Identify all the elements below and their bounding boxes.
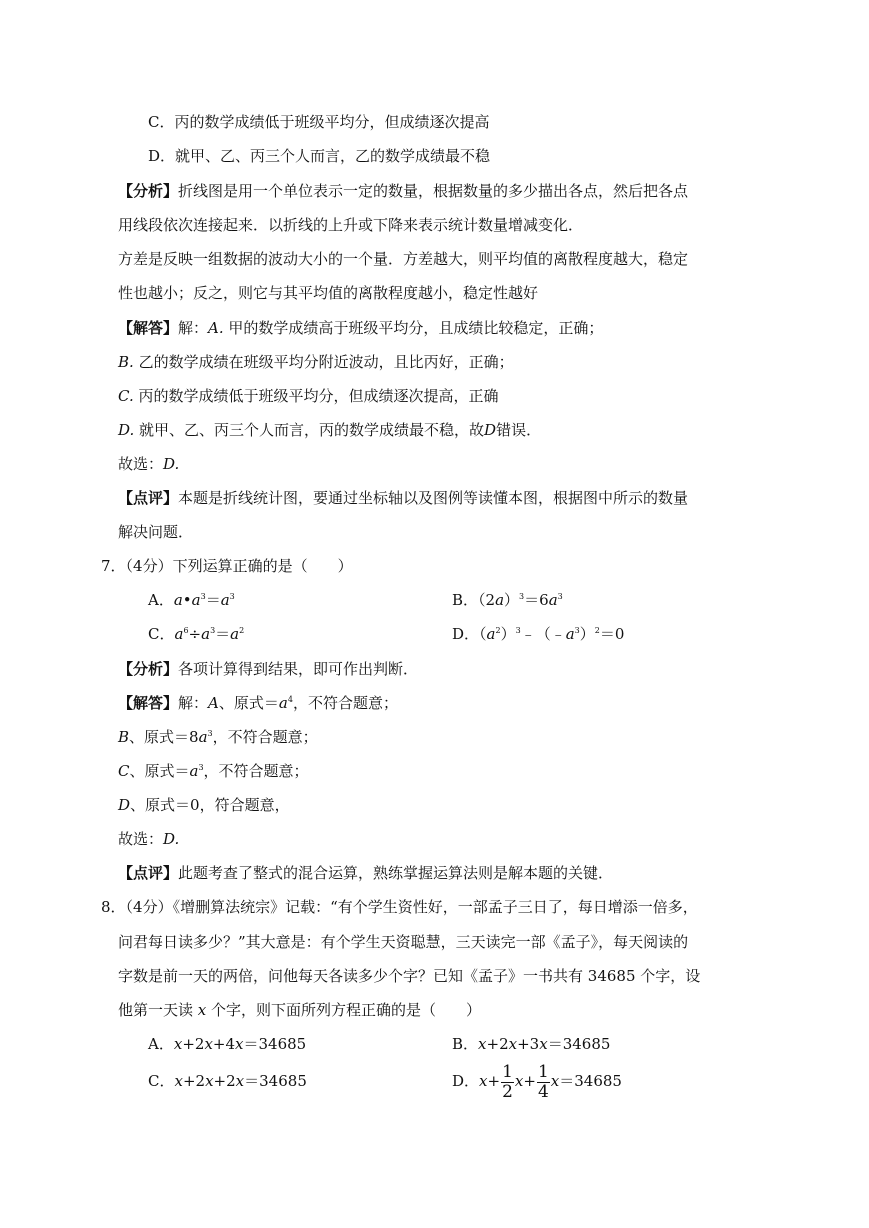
var-x: x bbox=[173, 1035, 183, 1053]
q7-comment bbox=[118, 863, 613, 883]
term: +3 bbox=[517, 1035, 540, 1053]
q8-option-b bbox=[452, 1034, 610, 1054]
equals-value: ＝34685 bbox=[547, 1035, 611, 1053]
option-label: A． bbox=[148, 591, 174, 609]
var-x: x bbox=[174, 1072, 183, 1090]
var-a: a bbox=[220, 591, 230, 609]
q6-comment-line-2: 解决问题． bbox=[118, 523, 194, 541]
q6-analysis-line-2: 用线段依次连接起来．以折线的上升或下降来表示统计数量增减变化． bbox=[118, 216, 584, 234]
q7-answer-line-1 bbox=[118, 693, 398, 713]
q8-stem-line-3: 字数是前一天的两倍，问他每天各读多少个字？已知《孟子》一书共有 34685 个字，设 bbox=[118, 967, 701, 985]
exponent: 2 bbox=[239, 626, 245, 635]
answer-text: 解： bbox=[178, 694, 209, 712]
answer-letter: C bbox=[118, 762, 130, 780]
var-a: a bbox=[486, 625, 496, 643]
q6-choice bbox=[118, 454, 179, 474]
analysis-text: 各项计算得到结果，即可作出判断． bbox=[178, 660, 419, 678]
var-a: a bbox=[174, 625, 184, 643]
fraction-denominator: 4 bbox=[537, 1081, 549, 1102]
exponent: 3 bbox=[207, 729, 213, 738]
answer-letter: B. bbox=[118, 353, 134, 371]
fraction-one-quarter bbox=[537, 1063, 550, 1102]
var-a: a bbox=[565, 625, 575, 643]
option-label: B． bbox=[452, 1035, 479, 1053]
answer-text: 、原式＝ bbox=[218, 694, 279, 712]
answer-text: 、原式＝8 bbox=[129, 728, 199, 746]
answer-letter: D. bbox=[118, 421, 135, 439]
analysis-text: 折线图是用一个单位表示一定的数量，根据数量的多少描出各点，然后把各点 bbox=[178, 182, 689, 200]
var-x: x bbox=[508, 1035, 518, 1053]
var-a: a bbox=[191, 591, 201, 609]
q8-option-c bbox=[148, 1071, 307, 1091]
q8-stem-line-2: 问君每日读多少？”其大意是：有个学生天资聪慧，三天读完一部《孟子》，每天阅读的 bbox=[118, 933, 689, 951]
option-label: D．（ bbox=[452, 625, 487, 643]
equals-value: ＝34685 bbox=[243, 1035, 307, 1053]
answer-tag: 【解答】 bbox=[118, 319, 179, 337]
q7-stem: 7．（4分）下列运算正确的是（ ） bbox=[101, 557, 353, 575]
q8-option-d bbox=[452, 1060, 622, 1102]
var-a: a bbox=[201, 625, 211, 643]
var-x: x bbox=[235, 1035, 244, 1053]
q7-choice bbox=[118, 829, 179, 849]
option-label: C． bbox=[148, 1072, 175, 1090]
choice-label: 故选： bbox=[118, 830, 164, 848]
answer-text: 、原式＝ bbox=[129, 762, 190, 780]
q7-option-c bbox=[148, 624, 244, 644]
option-label: A． bbox=[148, 1035, 174, 1053]
analysis-tag: 【分析】 bbox=[118, 182, 179, 200]
q7-answer-line-3 bbox=[118, 761, 309, 781]
choice-label: 故选： bbox=[118, 455, 164, 473]
term: +4 bbox=[212, 1035, 236, 1053]
q6-answer-line-4 bbox=[118, 420, 541, 440]
answer-text: 错误． bbox=[496, 421, 542, 439]
stem-text: 个字，则下面所列方程正确的是（ ） bbox=[206, 1001, 482, 1019]
plus-operator: + bbox=[523, 1072, 536, 1090]
answer-letter: D bbox=[484, 421, 497, 439]
answer-text: 就甲、乙、丙三个人而言，丙的数学成绩最不稳，故 bbox=[134, 421, 485, 439]
equals: ＝ bbox=[205, 591, 221, 609]
equals: ＝0 bbox=[599, 625, 625, 643]
q7-option-b bbox=[452, 590, 563, 610]
plus-operator: + bbox=[487, 1072, 501, 1090]
exponent: 3 bbox=[519, 592, 525, 601]
var-x: x bbox=[479, 1072, 488, 1090]
q7-option-d bbox=[452, 624, 624, 644]
term: +2 bbox=[213, 1072, 236, 1090]
answer-letter: B bbox=[118, 728, 130, 746]
minus-operator: ﹣（﹣ bbox=[520, 625, 566, 643]
exponent: 3 bbox=[229, 592, 235, 601]
var-x: x bbox=[204, 1035, 213, 1053]
answer-text: ，不符合题意； bbox=[212, 728, 318, 746]
option-label: C． bbox=[148, 625, 175, 643]
q6-option-c: C．丙的数学成绩低于班级平均分，但成绩逐次提高 bbox=[148, 113, 490, 131]
exponent: 3 bbox=[557, 592, 563, 601]
var-x: x bbox=[478, 1035, 487, 1053]
q6-option-d: D．就甲、乙、丙三个人而言，乙的数学成绩最不稳 bbox=[148, 147, 491, 165]
option-label: B．（2 bbox=[452, 591, 496, 609]
comment-tag: 【点评】 bbox=[118, 489, 179, 507]
analysis-tag: 【分析】 bbox=[118, 660, 179, 678]
var-a: a bbox=[189, 762, 199, 780]
paren: ） bbox=[504, 591, 520, 609]
equals-value: ＝34685 bbox=[559, 1072, 622, 1090]
q6-analysis-line-3: 方差是反映一组数据的波动大小的一个量．方差越大，则平均值的离散程度越大，稳定 bbox=[118, 250, 689, 268]
fraction-numerator: 1 bbox=[502, 1061, 513, 1082]
exponent: 3 bbox=[210, 626, 216, 635]
choice-letter: D. bbox=[163, 830, 180, 848]
exponent: 6 bbox=[183, 626, 189, 635]
answer-letter: A bbox=[208, 694, 219, 712]
answer-tag: 【解答】 bbox=[118, 694, 179, 712]
answer-letter: C. bbox=[118, 387, 134, 405]
answer-text: 甲的数学成绩高于班级平均分，且成绩比较稳定，正确； bbox=[223, 319, 604, 337]
answer-text: 丙的数学成绩低于班级平均分，但成绩逐次提高，正确 bbox=[133, 387, 499, 405]
var-a: a bbox=[198, 728, 208, 746]
q8-option-a bbox=[148, 1034, 306, 1054]
exponent: 3 bbox=[574, 626, 580, 635]
paren: ） bbox=[579, 625, 595, 643]
var-a: a bbox=[548, 591, 558, 609]
q6-analysis-line-4: 性也越小；反之，则它与其平均值的离散程度越小，稳定性越好 bbox=[118, 284, 539, 302]
var-x: x bbox=[205, 1072, 214, 1090]
q6-answer-line-2 bbox=[118, 352, 514, 372]
comment-text: 此题考查了整式的混合运算，熟练掌握运算法则是解本题的关键． bbox=[178, 864, 614, 882]
exponent: 4 bbox=[287, 695, 293, 704]
var-a: a bbox=[495, 591, 505, 609]
q6-analysis-line-1 bbox=[118, 181, 688, 201]
divide-operator: ÷ bbox=[188, 625, 202, 643]
dot-operator: • bbox=[182, 591, 192, 609]
answer-letter: A. bbox=[208, 319, 224, 337]
term: +2 bbox=[486, 1035, 509, 1053]
term: +2 bbox=[182, 1072, 206, 1090]
answer-text: 解： bbox=[178, 319, 209, 337]
answer-text: 、原式＝0，符合题意， bbox=[130, 796, 290, 814]
q6-answer-line-1 bbox=[118, 318, 603, 338]
equals: ＝ bbox=[215, 625, 231, 643]
paren: ） bbox=[500, 625, 516, 643]
exponent: 2 bbox=[594, 626, 600, 635]
q6-answer-line-3 bbox=[118, 386, 499, 406]
fraction-denominator: 2 bbox=[502, 1081, 513, 1102]
comment-tag: 【点评】 bbox=[118, 864, 179, 882]
option-label: D． bbox=[452, 1072, 480, 1090]
choice-letter: D. bbox=[163, 455, 180, 473]
equals: ＝6 bbox=[524, 591, 549, 609]
answer-text: ，不符合题意； bbox=[292, 694, 398, 712]
var-a: a bbox=[173, 591, 183, 609]
var-x: x bbox=[514, 1072, 524, 1090]
q7-answer-line-4 bbox=[118, 795, 290, 815]
exponent: 3 bbox=[515, 626, 521, 635]
var-x: x bbox=[235, 1072, 245, 1090]
exponent: 3 bbox=[200, 592, 206, 601]
q7-analysis bbox=[118, 659, 418, 679]
answer-text: 乙的数学成绩在班级平均分附近波动，且比丙好，正确； bbox=[133, 353, 514, 371]
fraction-one-half bbox=[501, 1063, 514, 1102]
equals-value: ＝34685 bbox=[244, 1072, 307, 1090]
q8-stem-line-4 bbox=[118, 1000, 481, 1020]
var-x: x bbox=[550, 1072, 560, 1090]
q7-option-a bbox=[148, 590, 235, 610]
term: +2 bbox=[182, 1035, 205, 1053]
var-x: x bbox=[197, 1001, 207, 1019]
comment-text: 本题是折线统计图，要通过坐标轴以及图例等读懂本图，根据图中所示的数量 bbox=[178, 489, 689, 507]
q7-answer-line-2 bbox=[118, 727, 318, 747]
stem-text: 他第一天读 bbox=[118, 1001, 198, 1019]
answer-letter: D bbox=[118, 796, 131, 814]
fraction-numerator: 1 bbox=[537, 1061, 549, 1082]
q6-comment-line-1 bbox=[118, 488, 688, 508]
var-x: x bbox=[539, 1035, 548, 1053]
q8-stem-line-1: 8．（4分）《增删算法统宗》记载：“有个学生资性好，一部孟子三日了，每日增添一倍多， bbox=[101, 898, 698, 916]
var-a: a bbox=[230, 625, 240, 643]
exponent: 2 bbox=[495, 626, 501, 635]
answer-text: ，不符合题意； bbox=[203, 762, 309, 780]
exponent: 3 bbox=[198, 763, 204, 772]
var-a: a bbox=[278, 694, 288, 712]
